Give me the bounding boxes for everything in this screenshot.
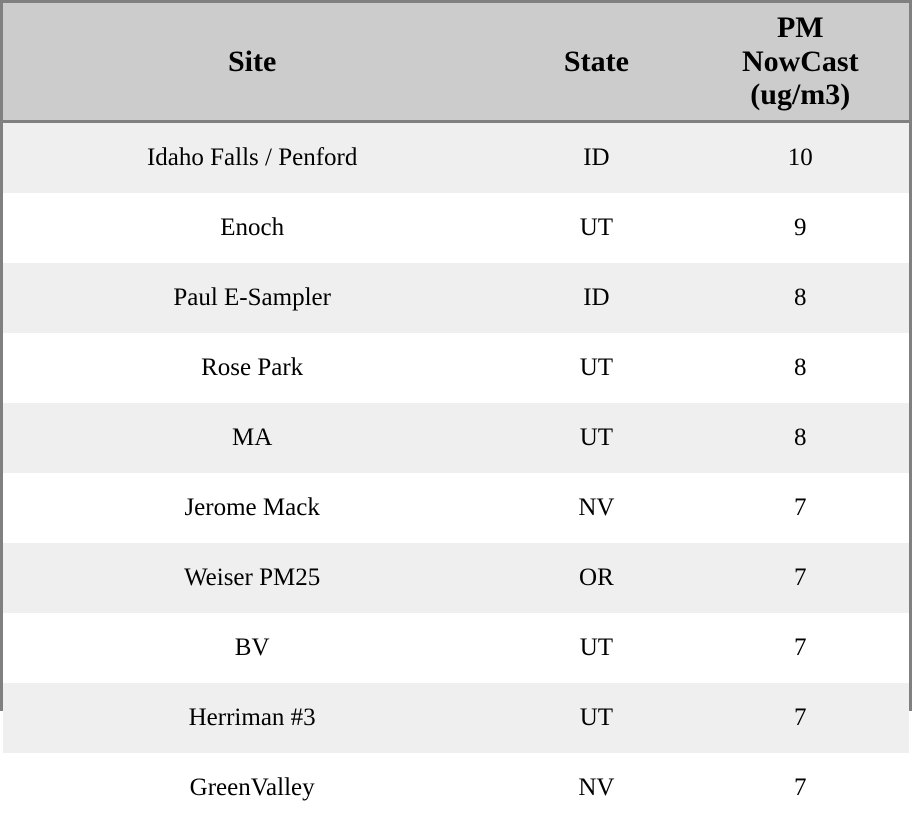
table-header bbox=[3, 3, 909, 121]
cell-state: UT bbox=[501, 683, 691, 753]
cell-pm-nowcast: 8 bbox=[692, 333, 909, 403]
cell-pm-nowcast: 8 bbox=[692, 403, 909, 473]
cell-site: Enoch bbox=[3, 193, 501, 263]
cell-pm-nowcast: 7 bbox=[692, 473, 909, 543]
cell-site: GreenValley bbox=[3, 753, 501, 823]
cell-state: UT bbox=[501, 403, 691, 473]
table-row bbox=[3, 403, 909, 473]
table-row bbox=[3, 263, 909, 333]
cell-site: Rose Park bbox=[3, 333, 501, 403]
cell-site: BV bbox=[3, 613, 501, 683]
cell-pm-nowcast: 7 bbox=[692, 543, 909, 613]
cell-pm-nowcast: 8 bbox=[692, 263, 909, 333]
column-header-pm-nowcast-line3: (ug/m3) bbox=[750, 78, 851, 112]
table-header-row bbox=[3, 3, 909, 121]
cell-site: Idaho Falls / Penford bbox=[3, 121, 501, 193]
column-header-pm-nowcast-line2: NowCast bbox=[741, 44, 859, 78]
cell-site: Jerome Mack bbox=[3, 473, 501, 543]
cell-state: UT bbox=[501, 193, 691, 263]
cell-pm-nowcast: 7 bbox=[692, 753, 909, 823]
column-header-pm-nowcast bbox=[692, 3, 909, 121]
table-row bbox=[3, 333, 909, 403]
cell-state: ID bbox=[501, 263, 691, 333]
cell-state: UT bbox=[501, 613, 691, 683]
cell-site: Paul E-Sampler bbox=[3, 263, 501, 333]
cell-state: NV bbox=[501, 753, 691, 823]
cell-state: OR bbox=[501, 543, 691, 613]
table-row bbox=[3, 121, 909, 193]
cell-state: ID bbox=[501, 121, 691, 193]
cell-pm-nowcast: 10 bbox=[692, 121, 909, 193]
cell-site: MA bbox=[3, 403, 501, 473]
cell-pm-nowcast: 9 bbox=[692, 193, 909, 263]
cell-pm-nowcast: 7 bbox=[692, 683, 909, 753]
cell-site: Herriman #3 bbox=[3, 683, 501, 753]
table-row bbox=[3, 613, 909, 683]
cell-state: NV bbox=[501, 473, 691, 543]
cell-site: Weiser PM25 bbox=[3, 543, 501, 613]
table-row bbox=[3, 753, 909, 823]
cell-state: UT bbox=[501, 333, 691, 403]
table-row bbox=[3, 193, 909, 263]
air-quality-table bbox=[3, 3, 909, 823]
table-row bbox=[3, 473, 909, 543]
column-header-state: State bbox=[501, 3, 691, 121]
table-row bbox=[3, 683, 909, 753]
table-body bbox=[3, 121, 909, 823]
table-row bbox=[3, 543, 909, 613]
cell-pm-nowcast: 7 bbox=[692, 613, 909, 683]
column-header-pm-nowcast-line1: PM bbox=[776, 11, 824, 44]
column-header-site: Site bbox=[3, 3, 501, 121]
